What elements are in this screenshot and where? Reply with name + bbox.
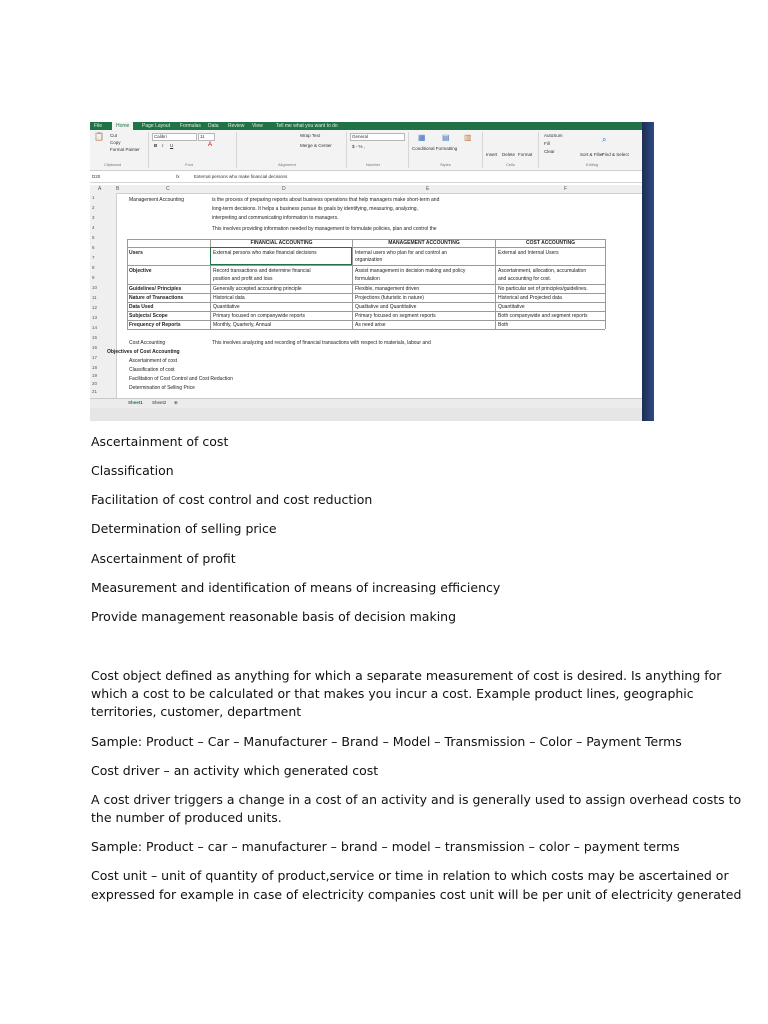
insert-button[interactable]: Insert bbox=[486, 152, 498, 157]
name-box[interactable]: D20 bbox=[92, 174, 101, 179]
bold-button[interactable]: B bbox=[154, 143, 158, 148]
group-divider bbox=[346, 132, 347, 168]
cost-object-line: Cost object defined as anything for which a separate measurement of cost is desired. Is anything for bbox=[91, 668, 722, 683]
column-header[interactable]: E bbox=[426, 186, 430, 192]
list-item: Measurement and identification of means of increasing efficiency bbox=[91, 580, 501, 595]
objectives-title[interactable]: Objectives of Cost Accounting bbox=[107, 349, 180, 355]
cell-cost[interactable]: No particular set of principles/guidelines. bbox=[498, 286, 588, 292]
table-border bbox=[127, 265, 605, 266]
copy-button[interactable]: Copy bbox=[110, 140, 121, 145]
cost-driver-line: A cost driver triggers a change in a cost of an activity and is generally used to assign overhead costs to bbox=[91, 792, 742, 807]
row-header-bar bbox=[90, 193, 117, 398]
row-label-frequency[interactable]: Frequency of Reports bbox=[129, 322, 181, 328]
row-header[interactable]: 15 bbox=[92, 335, 98, 340]
sort-filter-button[interactable]: Sort & Filter bbox=[580, 152, 604, 157]
tab-data[interactable]: Data bbox=[208, 123, 219, 129]
merge-center-button[interactable]: Merge & Center bbox=[300, 143, 332, 148]
column-header[interactable]: C bbox=[166, 186, 170, 192]
row-header[interactable]: 19 bbox=[92, 373, 98, 378]
list-item: Provide management reasonable basis of decision making bbox=[91, 609, 457, 624]
fill-button[interactable]: Fill bbox=[544, 141, 550, 146]
group-label-styles: Styles bbox=[440, 162, 451, 167]
row-label-guidelines[interactable]: Guidelines/ Principles bbox=[129, 286, 182, 292]
row-label-users[interactable]: Users bbox=[129, 250, 143, 256]
table-border bbox=[127, 329, 605, 330]
row-label-objective[interactable]: Objective bbox=[129, 268, 152, 274]
row-label-nature[interactable]: Nature of Transactions bbox=[129, 295, 184, 301]
status-bar bbox=[90, 408, 642, 421]
mgmt-desc-line[interactable]: long-term decisions. It helps a business pursue its goals by identifying, measuring, analyzing, bbox=[212, 206, 418, 212]
conditional-formatting-icon[interactable]: ▦ bbox=[418, 133, 426, 142]
tab-page-layout[interactable]: Page Layout bbox=[142, 123, 171, 129]
row-header[interactable]: 12 bbox=[92, 305, 98, 310]
tab-file[interactable]: File bbox=[94, 123, 103, 129]
column-header[interactable]: D bbox=[282, 186, 286, 192]
row-header[interactable]: 5 bbox=[92, 235, 95, 240]
sample-line: Sample: Product – Car – Manufacturer – Brand – Model – Transmission – Color – Payment Terms bbox=[91, 734, 682, 749]
objective-item[interactable]: Facilitation of Cost Control and Cost Reduction bbox=[129, 376, 233, 382]
table-border bbox=[127, 239, 128, 329]
cost-object-line: which a cost to be calculated or that makes you incur a cost. Example product lines, geographic bbox=[91, 686, 694, 701]
cell-management[interactable]: Flexible, management driven bbox=[355, 286, 420, 292]
row-header[interactable]: 16 bbox=[92, 345, 98, 350]
group-divider bbox=[538, 132, 539, 168]
cell-financial[interactable]: External persons who make financial decisions bbox=[213, 250, 317, 256]
cell-management[interactable]: Primary focused on segment reports bbox=[355, 313, 436, 319]
cell-management[interactable]: Internal users who plan for and control an bbox=[355, 250, 447, 256]
cell-management[interactable]: Qualitative and Quantitative bbox=[355, 304, 417, 310]
tell-me-box[interactable]: Tell me what you want to do bbox=[276, 123, 338, 129]
list-item: Determination of selling price bbox=[91, 521, 277, 536]
objective-item[interactable]: Classification of cost bbox=[129, 367, 175, 373]
cell-management[interactable]: As need arise bbox=[355, 322, 386, 328]
cut-button[interactable]: Cut bbox=[110, 133, 118, 138]
row-header[interactable]: 9 bbox=[92, 275, 95, 280]
tab-home[interactable]: Home bbox=[112, 122, 133, 130]
mgmt-desc-line[interactable]: This involves providing information needed by management to formulate policies, plan and control the bbox=[212, 226, 437, 232]
group-divider bbox=[408, 132, 409, 168]
row-header[interactable]: 7 bbox=[92, 255, 95, 260]
column-header[interactable]: B bbox=[116, 186, 120, 192]
group-label-cells: Cells bbox=[506, 162, 515, 167]
cell-cost[interactable]: and accounting for cost. bbox=[498, 276, 552, 282]
header-financial[interactable]: FINANCIAL ACCOUNTING bbox=[250, 240, 313, 246]
row-header[interactable]: 14 bbox=[92, 325, 98, 330]
tab-formulas[interactable]: Formulas bbox=[180, 123, 201, 129]
cell-financial[interactable]: Quantitative bbox=[213, 304, 240, 310]
paste-icon[interactable]: 📋 bbox=[94, 132, 104, 141]
cell-financial[interactable]: Record transactions and determine financial bbox=[213, 268, 311, 274]
cell-financial[interactable]: position and profit and loss bbox=[213, 276, 273, 282]
ribbon bbox=[90, 130, 642, 171]
table-border bbox=[495, 239, 496, 329]
cell-management[interactable]: formulation bbox=[355, 276, 380, 282]
formula-bar bbox=[90, 172, 642, 183]
clear-button[interactable]: Clear bbox=[544, 149, 555, 154]
italic-button[interactable]: I bbox=[162, 143, 164, 148]
cell-cost[interactable]: External and Internal Users bbox=[498, 250, 559, 256]
spreadsheet-screenshot bbox=[90, 122, 654, 421]
fx-icon[interactable]: fx bbox=[176, 174, 180, 179]
cell-financial[interactable]: Monthly, Quarterly, Annual bbox=[213, 322, 272, 328]
delete-button[interactable]: Delete bbox=[502, 152, 516, 157]
cell-management[interactable]: organization bbox=[355, 257, 383, 263]
format-table-icon[interactable]: ▤ bbox=[442, 133, 450, 142]
objective-item[interactable]: Determination of Selling Price bbox=[129, 385, 195, 391]
list-item: Ascertainment of profit bbox=[91, 551, 236, 566]
table-border bbox=[127, 302, 605, 303]
font-name-select[interactable]: Calibri bbox=[152, 133, 197, 141]
cell-financial[interactable]: Primary focused on companywide reports bbox=[213, 313, 305, 319]
currency-percent-buttons[interactable]: $ - % , bbox=[352, 144, 366, 149]
row-header[interactable]: 18 bbox=[92, 365, 98, 370]
cost-driver-line: the number of produced units. bbox=[91, 810, 282, 825]
sheet-grid[interactable] bbox=[107, 193, 642, 398]
row-header[interactable]: 3 bbox=[92, 215, 95, 220]
selected-cell-d20[interactable] bbox=[210, 247, 352, 265]
cell-cost[interactable]: Historical and Projected data bbox=[498, 295, 562, 301]
list-item: Ascertainment of cost bbox=[91, 434, 229, 449]
conditional-formatting-button[interactable]: Conditional Formatting bbox=[412, 146, 458, 151]
table-border bbox=[127, 247, 605, 248]
mgmt-desc-line[interactable]: is the process of preparing reports about business operations that help managers make short-term and bbox=[212, 197, 440, 203]
font-color-icon[interactable]: A bbox=[208, 142, 213, 148]
row-header[interactable]: 17 bbox=[92, 355, 98, 360]
number-format-select[interactable]: General bbox=[350, 133, 405, 141]
cell-financial[interactable]: Generally accepted accounting principle bbox=[213, 286, 302, 292]
mgmt-accounting-label[interactable]: Management Accounting bbox=[129, 197, 185, 203]
add-sheet-icon[interactable]: ⊕ bbox=[174, 400, 178, 405]
cell-cost[interactable]: Ascertainment, allocation, accumulation bbox=[498, 268, 587, 274]
table-border bbox=[127, 293, 605, 294]
group-label-clipboard: Clipboard bbox=[104, 162, 122, 167]
cell-cost[interactable]: Both bbox=[498, 322, 509, 328]
row-label-data-used[interactable]: Data Used bbox=[129, 304, 154, 310]
table-border bbox=[127, 320, 605, 321]
group-label-alignment: Alignment bbox=[278, 162, 296, 167]
group-label-number: Number bbox=[366, 162, 381, 167]
cost-unit-line: Cost unit – unit of quantity of product,service or time in relation to which costs may be ascertained or bbox=[91, 868, 729, 883]
group-divider bbox=[482, 132, 483, 168]
wrap-text-button[interactable]: Wrap Text bbox=[300, 133, 321, 138]
row-header[interactable]: 2 bbox=[92, 205, 95, 210]
ribbon-tab-bar bbox=[90, 122, 642, 130]
search-icon[interactable]: ⌕ bbox=[602, 135, 607, 144]
objective-item[interactable]: Ascertainment of cost bbox=[129, 358, 178, 364]
font-size-select[interactable]: 11 bbox=[198, 133, 215, 141]
header-cost[interactable]: COST ACCOUNTING bbox=[526, 240, 575, 246]
group-divider bbox=[148, 132, 149, 168]
cost-object-line: territories, customer, department bbox=[91, 704, 302, 719]
format-button[interactable]: Format bbox=[518, 152, 533, 157]
group-label-editing: Editing bbox=[586, 162, 599, 167]
tab-view[interactable]: View bbox=[252, 123, 263, 129]
cost-accounting-desc[interactable]: This involves analyzing and recording of financial transactions with respect to materials, labour and bbox=[212, 340, 431, 346]
autosum-button[interactable]: AutoSum bbox=[544, 133, 563, 138]
underline-button[interactable]: U bbox=[170, 143, 174, 148]
group-label-font: Font bbox=[185, 162, 194, 167]
row-header[interactable]: 13 bbox=[92, 315, 98, 320]
row-header[interactable]: 11 bbox=[92, 295, 97, 300]
row-header[interactable]: 4 bbox=[92, 225, 95, 230]
table-border bbox=[605, 239, 606, 329]
group-divider bbox=[236, 132, 237, 168]
list-item: Classification bbox=[91, 463, 174, 478]
cell-financial[interactable]: Historical data bbox=[213, 295, 245, 301]
table-border bbox=[127, 311, 605, 312]
cell-management[interactable]: Assist management in decision making and policy bbox=[355, 268, 466, 274]
column-header[interactable]: A bbox=[98, 186, 102, 192]
row-header[interactable]: 1 bbox=[92, 195, 95, 200]
cell-cost[interactable]: Both companywide and segment reports bbox=[498, 313, 588, 319]
mgmt-desc-line[interactable]: interpreting and communicating information to managers. bbox=[212, 215, 339, 221]
find-select-button[interactable]: Find & Select bbox=[602, 152, 629, 157]
row-header[interactable]: 10 bbox=[92, 285, 98, 290]
cell-cost[interactable]: Quantitative bbox=[498, 304, 525, 310]
row-header[interactable]: 20 bbox=[92, 381, 98, 386]
sheet-tab-bar bbox=[90, 398, 642, 408]
tab-review[interactable]: Review bbox=[228, 123, 245, 129]
table-border bbox=[352, 239, 353, 329]
row-header[interactable]: 21 bbox=[92, 389, 98, 394]
row-header[interactable]: 6 bbox=[92, 245, 95, 250]
cost-unit-line: expressed for example in case of electricity companies cost unit will be per unit of electricity generated bbox=[91, 887, 742, 902]
formula-input[interactable]: External persons who make financial decisions bbox=[194, 174, 288, 179]
format-painter-button[interactable]: Format Painter bbox=[110, 147, 140, 152]
list-item: Facilitation of cost control and cost reduction bbox=[91, 492, 373, 507]
cell-management[interactable]: Projections (futuristic in nature) bbox=[355, 295, 424, 301]
sheet-tab-2[interactable]: Sheet2 bbox=[152, 400, 167, 405]
row-header[interactable]: 8 bbox=[92, 265, 95, 270]
table-border bbox=[127, 284, 605, 285]
sheet-tab-1[interactable]: Sheet1 bbox=[128, 400, 143, 405]
sample-line: Sample: Product – car – manufacturer – brand – model – transmission – color – payment terms bbox=[91, 839, 680, 854]
column-header[interactable]: F bbox=[564, 186, 568, 192]
cell-styles-icon[interactable]: ▥ bbox=[464, 133, 472, 142]
row-label-scope[interactable]: Subjects/ Scope bbox=[129, 313, 168, 319]
header-management[interactable]: MANAGEMENT ACCOUNTING bbox=[388, 240, 460, 246]
cost-accounting-label[interactable]: Cost Accounting bbox=[129, 340, 166, 346]
cost-driver-heading: Cost driver – an activity which generated cost bbox=[91, 763, 379, 778]
